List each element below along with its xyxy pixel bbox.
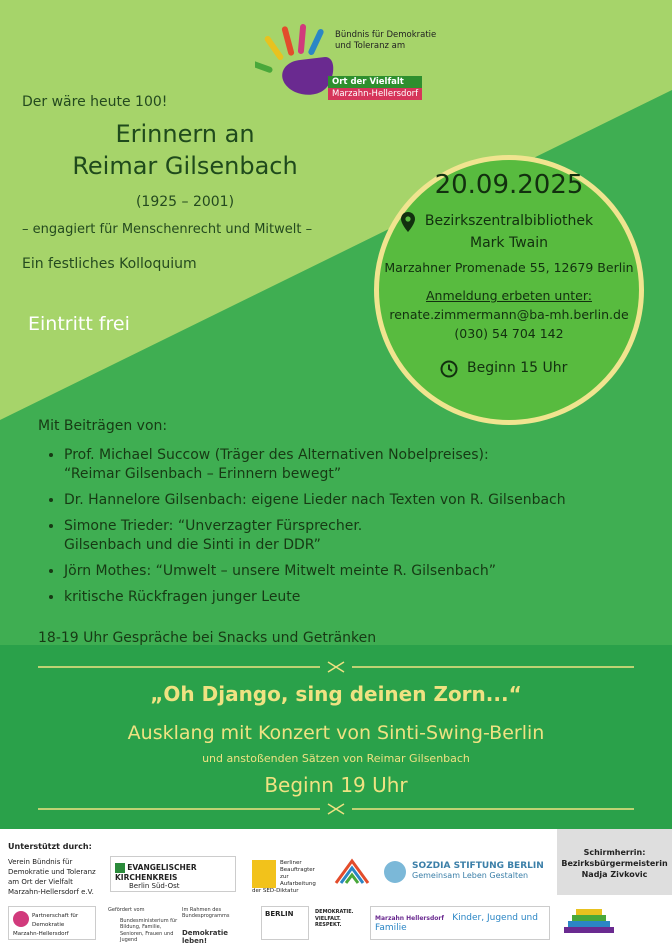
subtitle: – engagiert für Menschenrecht und Mitwelt –: [22, 222, 313, 237]
sponsor-ekbo: EVANGELISCHER KIRCHENKREIS Berlin Süd-Ost: [110, 856, 236, 892]
registration-email[interactable]: renate.zimmermann@ba-mh.berlin.de: [389, 307, 629, 322]
sozdia-logo-icon: [384, 861, 406, 883]
sponsor-vielfalt: DEMOKRATIE. VIELFALT. RESPEKT.: [312, 906, 362, 940]
concert-title: „Oh Django, sing deinen Zorn...“: [150, 682, 522, 706]
sponsor-berlin: BERLIN: [261, 906, 309, 940]
list-item: • Jörn Mothes: “Umwelt – unsere Mitwelt meinte R. Gilsenbach”: [64, 562, 664, 581]
snacks-note: 18-19 Uhr Gespräche bei Snacks und Getränken: [38, 630, 377, 646]
sponsor-bab: Berliner Beauftragter zur Aufarbeitung der SED-Diktatur: [248, 856, 328, 892]
title-line-2: Reimar Gilsenbach: [72, 152, 298, 180]
logo-text: [335, 30, 436, 52]
rainbow-logo-icon: [560, 907, 618, 939]
bab-logo-icon: [252, 860, 276, 888]
venue-name-2: Mark Twain: [470, 235, 548, 251]
patronage-name: Nadja Zivkovic: [581, 870, 648, 879]
registration-label: Anmeldung erbeten unter:: [425, 288, 592, 303]
patronage-label: Schirmherrin:: [583, 848, 646, 857]
event-date: 20.09.2025: [434, 170, 584, 200]
venue-name: Bezirkszentralbibliothek: [424, 213, 594, 229]
clock-icon: [440, 360, 458, 378]
logo-line-1: Bündnis für Demokratie: [335, 30, 437, 40]
cross-icon: [115, 863, 125, 873]
sponsor-kjf: Marzahn Hellersdorf Kinder, Jugend und Familie: [370, 906, 550, 940]
start-time: Beginn 15 Uhr: [467, 360, 568, 376]
title-line-1: Erinnern an: [115, 120, 255, 148]
list-item: • Dr. Hannelore Gilsenbach: eigene Lieder nach Texten von R. Gilsenbach: [64, 491, 664, 510]
pre-title: Der wäre heute 100!: [22, 94, 168, 110]
page-title: [60, 118, 310, 182]
supported-by-label: Unterstützt durch:: [8, 842, 92, 851]
concert-note: und anstoßenden Sätzen von Reimar Gilsenbach: [202, 752, 470, 765]
list-item: • Prof. Michael Succow (Träger des Alternativen Nobelpreises): “Reimar Gilsenbach – Erinnern bewegt”: [64, 446, 664, 484]
list-item: • Simone Trieder: “Unverzagter Fürsprecher. Gilsenbach und die Sinti in der DDR”: [64, 517, 664, 555]
kolloquium-label: Ein festliches Kolloquium: [22, 256, 197, 272]
sponsor-bmfsfj: Gefördert vom Bundesministerium für Bildung, Familie, Senioren, Frauen und Jugend: [108, 907, 178, 943]
logo-badge-district: Marzahn-Hellersdorf: [328, 88, 422, 100]
list-item: • kritische Rückfragen junger Leute: [64, 588, 664, 607]
concert-subtitle: Ausklang mit Konzert von Sinti-Swing-Berlin: [127, 722, 545, 744]
contributions-list: [50, 446, 664, 614]
sponsor-sozdia: SOZDIA STIFTUNG BERLIN Gemeinsam Leben Gestalten: [380, 858, 550, 890]
sponsor-pfd: Partnerschaft für Demokratie Marzahn-Hellersdorf: [8, 906, 96, 940]
contributions-heading: Mit Beiträgen von:: [38, 418, 168, 434]
sponsor-rainbow-logo-icon: [334, 857, 370, 889]
venue-address: Marzahner Promenade 55, 12679 Berlin: [384, 260, 634, 275]
logo-badge: [328, 76, 422, 100]
life-years: (1925 – 2001): [135, 194, 235, 210]
registration-phone[interactable]: (030) 54 704 142: [454, 326, 564, 341]
concert-time: Beginn 19 Uhr: [264, 773, 408, 797]
organizer-name: Verein Bündnis für Demokratie und Toleranz am Ort der Vielfalt Marzahn-Hellersdorf e.V.: [8, 858, 96, 896]
logo-badge-ort: Ort der Vielfalt: [328, 76, 422, 88]
sponsor-demokratie-leben: Im Rahmen des Bundesprogramms Demokratie leben!: [182, 907, 230, 945]
patronage-box: [557, 829, 672, 895]
pfd-logo-icon: [13, 911, 29, 927]
patronage-title: Bezirksbürgermeisterin: [561, 859, 668, 868]
free-entry-label: Eintritt frei: [28, 313, 130, 335]
ornament-divider: [38, 661, 634, 673]
ornament-divider: [38, 803, 634, 815]
logo-line-2: und Toleranz am: [335, 41, 406, 51]
